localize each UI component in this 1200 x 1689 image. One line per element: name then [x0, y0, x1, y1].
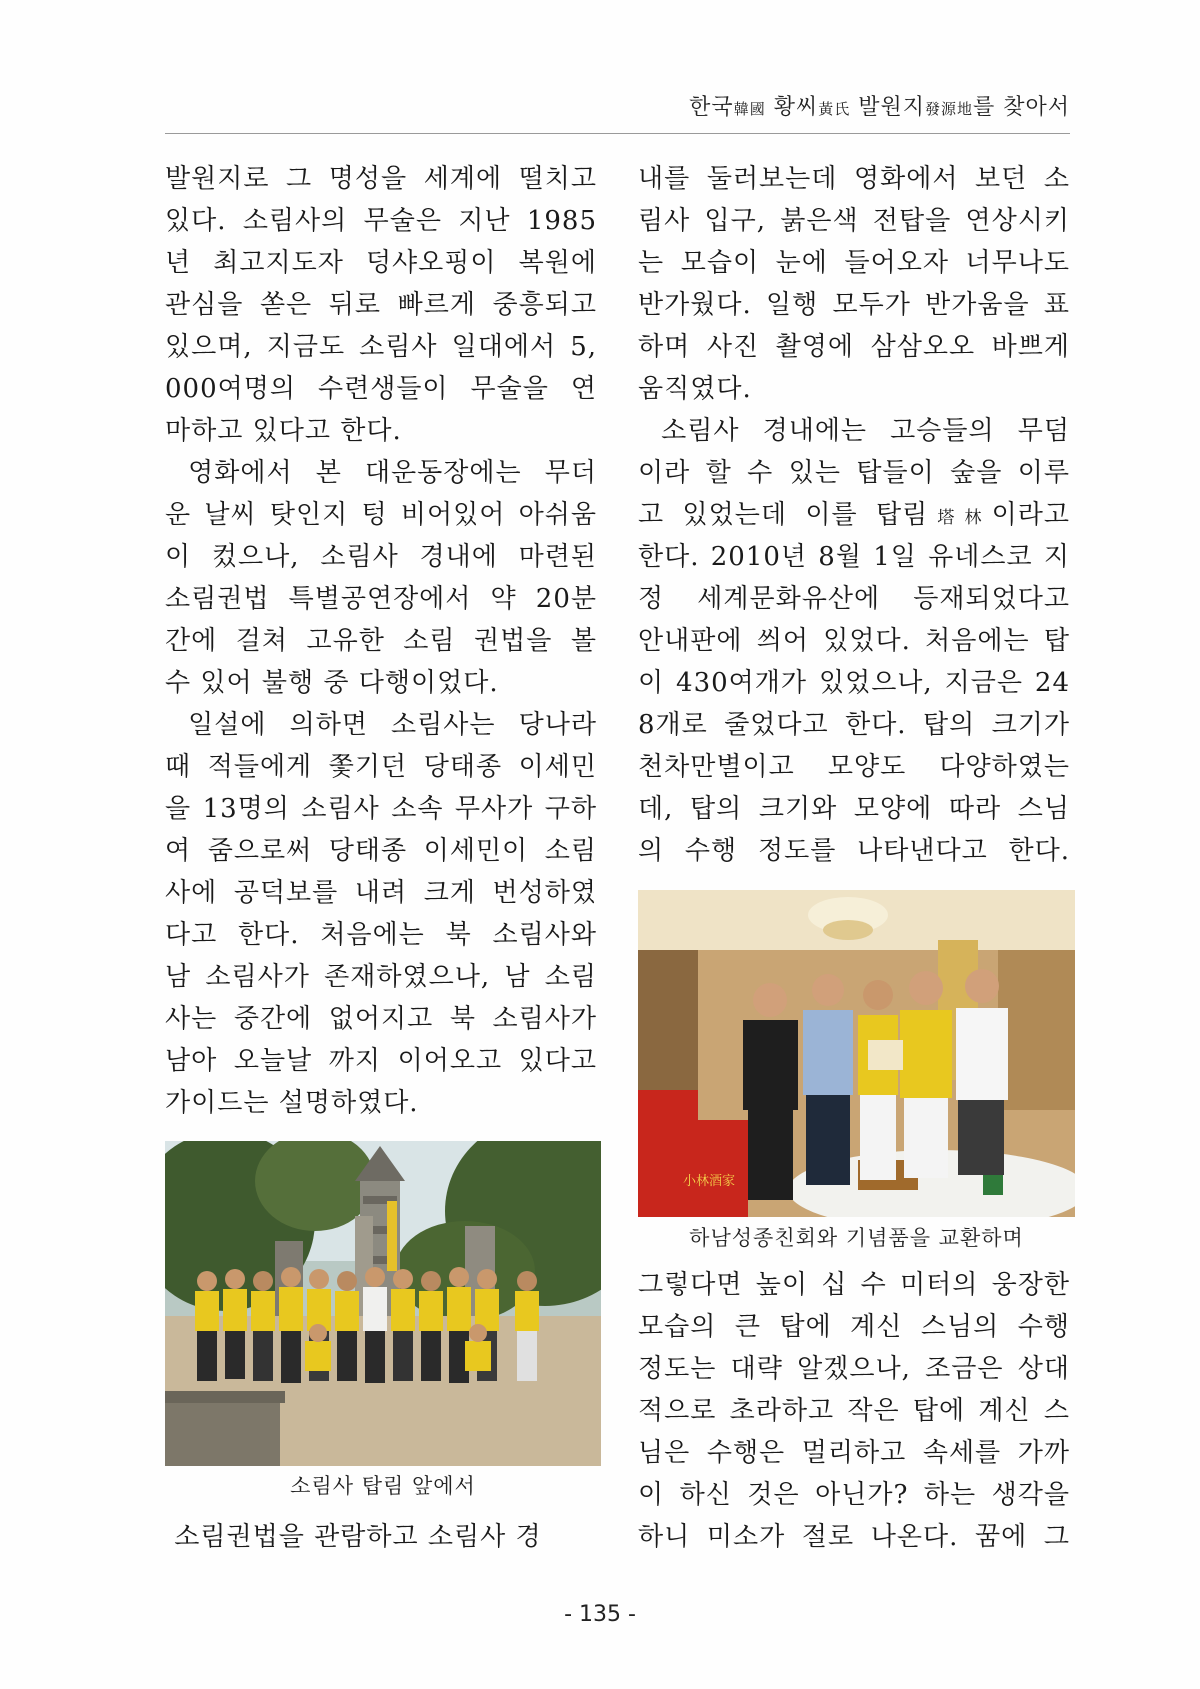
- text-line: 이라 할 수 있는 탑들이 숲을 이루: [638, 458, 1070, 488]
- text-line: 관심을 쏟은 뒤로 빠르게 중흥되고: [165, 290, 597, 320]
- text-line: 천차만별이고 모양도 다양하였는: [638, 752, 1070, 782]
- text-line: 적으로 초라하고 작은 탑에 계신 스: [638, 1396, 1070, 1426]
- text-line: 간에 걸쳐 고유한 소림 권법을 볼: [165, 626, 597, 656]
- text-line: 소림사 경내에는 고승들의 무덤: [638, 416, 1070, 446]
- text-line: 8개로 줄었다고 한다. 탑의 크기가: [638, 710, 1070, 740]
- gift-exchange-photo: [638, 890, 1075, 1217]
- text-line: 하며 사진 촬영에 삼삼오오 바쁘게: [638, 332, 1070, 362]
- text-line: 안내판에 씌어 있었다. 처음에는 탑: [638, 626, 1070, 656]
- text-line: 반가웠다. 일행 모두가 반가움을 표: [638, 290, 1070, 320]
- text-line: 있으며, 지금도 소림사 일대에서 5,: [165, 332, 597, 362]
- left-text-column: [165, 158, 597, 1124]
- text-line: 데, 탑의 크기와 모양에 따라 스님: [638, 794, 1070, 824]
- header-part1: 한국: [689, 95, 734, 120]
- text-line: 운 날씨 탓인지 텅 비어있어 아쉬움: [165, 500, 597, 530]
- text-line: 소림권법을 관람하고 소림사 경: [165, 1522, 542, 1552]
- text-line: 하니 미소가 절로 나온다. 꿈에 그: [638, 1522, 1070, 1552]
- text-line: 마하고 있다고 한다.: [165, 416, 402, 446]
- text-line: 수 있어 불행 중 다행이었다.: [165, 668, 499, 698]
- text-line: 이 430여개가 있었으나, 지금은 24: [638, 668, 1070, 698]
- tower-forest-text: 고 있었는데 이를 탑림: [638, 500, 929, 530]
- text-line: 000여명의 수련생들이 무술을 연: [165, 374, 597, 404]
- text-line: 모습의 큰 탑에 계신 스님의 수행: [638, 1312, 1070, 1342]
- text-line: 영화에서 본 대운동장에는 무더: [165, 458, 597, 488]
- tower-forest-hanja: 塔林: [928, 508, 992, 528]
- right-text-column-top: [638, 158, 1070, 872]
- text-line: 림사 입구, 붉은색 전탑을 연상시키: [638, 206, 1070, 236]
- running-header: [165, 90, 1070, 121]
- text-line: 가이드는 설명하였다.: [165, 1088, 419, 1118]
- right-text-column-bottom: [638, 1264, 1070, 1558]
- text-line: 는 모습이 눈에 들어오자 너무나도: [638, 248, 1070, 278]
- header-part4: 를 찾아서: [972, 95, 1070, 120]
- text-line: 그렇다면 높이 십 수 미터의 웅장한: [638, 1270, 1070, 1300]
- text-line: 여 줌으로써 당태종 이세민이 소림: [165, 836, 597, 866]
- text-line: 때 적들에게 쫓기던 당태종 이세민: [165, 752, 597, 782]
- page-number: - 135 -: [564, 1602, 636, 1627]
- text-line: 내를 둘러보는데 영화에서 보던 소: [638, 164, 1070, 194]
- tower-forest-suffix: 이라고: [991, 500, 1070, 530]
- text-line: 정도는 대략 알겠으나, 조금은 상대: [638, 1354, 1070, 1384]
- text-line: 다고 한다. 처음에는 북 소림사와: [165, 920, 597, 950]
- text-line: [638, 494, 1070, 536]
- text-line: 일설에 의하면 소림사는 당나라: [165, 710, 597, 740]
- text-line: 년 최고지도자 덩샤오핑이 복원에: [165, 248, 597, 278]
- left-photo-caption: 소림사 탑림 앞에서: [290, 1474, 476, 1498]
- header-part1-hanja: 韓國: [733, 100, 766, 118]
- text-line: 발원지로 그 명성을 세계에 떨치고: [165, 164, 597, 194]
- text-line: 님은 수행은 멀리하고 속세를 가까: [638, 1438, 1070, 1468]
- chair-banner-text: 小林酒家: [683, 1174, 736, 1189]
- text-line: 소림권법 특별공연장에서 약 20분: [165, 584, 597, 614]
- pagoda-forest-group-photo: [165, 1141, 601, 1466]
- header-part3-hanja: 發源地: [924, 100, 973, 118]
- text-line: 있다. 소림사의 무술은 지난 1985: [165, 206, 597, 236]
- header-part3: 발원지: [850, 95, 925, 120]
- left-bottom-text: [165, 1516, 597, 1558]
- header-part2: 황씨: [765, 95, 819, 120]
- text-line: 이 컸으나, 소림사 경내에 마련된: [165, 542, 597, 572]
- header-divider: [165, 133, 1070, 134]
- text-line: 사에 공덕보를 내려 크게 번성하였: [165, 878, 597, 908]
- text-line: 사는 중간에 없어지고 북 소림사가: [165, 1004, 597, 1034]
- text-line: 남아 오늘날 까지 이어오고 있다고: [165, 1046, 597, 1076]
- header-part2-hanja: 黃氏: [818, 100, 851, 118]
- text-line: 한다. 2010년 8월 1일 유네스코 지: [638, 542, 1070, 572]
- right-photo-caption: 하남성종친회와 기념품을 교환하며: [689, 1226, 1024, 1250]
- text-line: 의 수행 정도를 나타낸다고 한다.: [638, 836, 1070, 866]
- text-line: 이 하신 것은 아닌가? 하는 생각을: [638, 1480, 1070, 1510]
- text-line: 을 13명의 소림사 소속 무사가 구하: [165, 794, 597, 824]
- text-line: 정 세계문화유산에 등재되었다고: [638, 584, 1070, 614]
- text-line: 남 소림사가 존재하였으나, 남 소림: [165, 962, 597, 992]
- text-line: 움직였다.: [638, 374, 752, 404]
